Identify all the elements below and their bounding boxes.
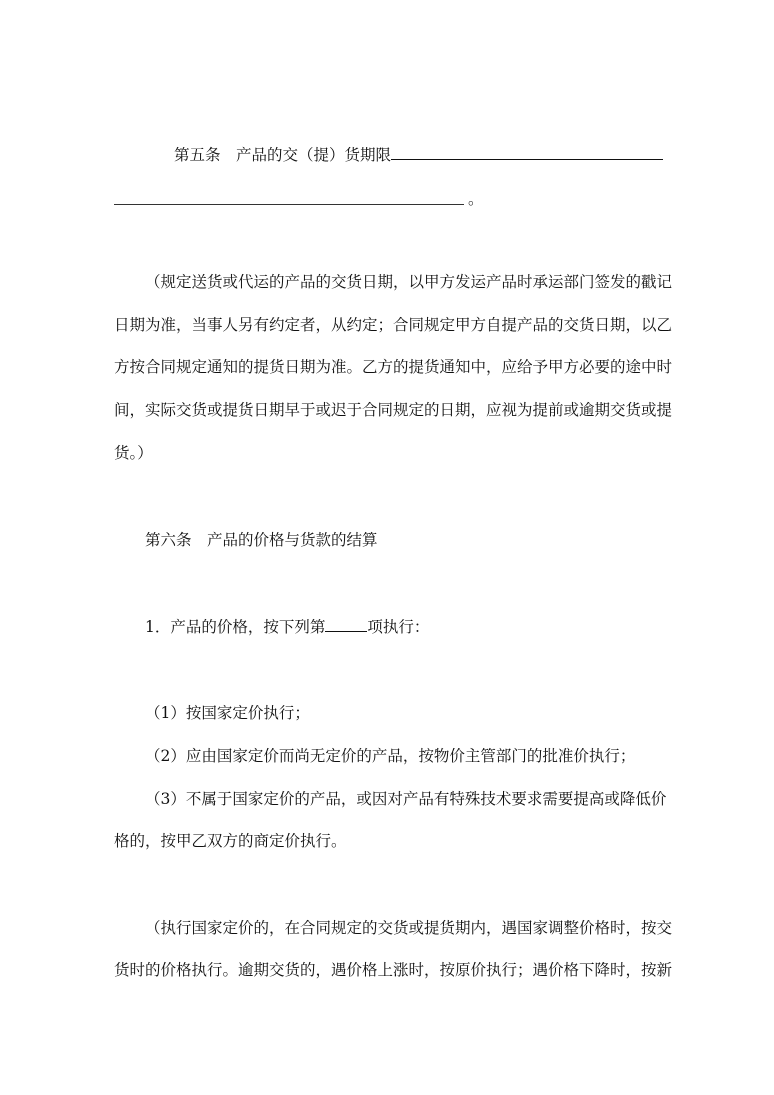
note-6-line-1: （执行国家定价的，在合同规定的交货或提货期内，遇国家调整价格时，按交: [145, 919, 673, 937]
price-item-3-line-2: 格的，按甲乙双方的商定价执行。: [114, 832, 347, 850]
note-5-line-2: 日期为准，当事人另有约定者，从约定；合同规定甲方自提产品的交货日期，以乙: [114, 316, 673, 334]
price-option-blank: [325, 617, 367, 632]
note-5-line-4: 间，实际交货或提货日期早于或迟于合同规定的日期，应视为提前或逾期交货或提: [114, 401, 673, 419]
price-item-3-line-1: （3）不属于国家定价的产品，或因对产品有特殊技术要求需要提高或降低价: [145, 790, 667, 808]
note-5-line-3: 方按合同规定通知的提货日期为准。乙方的提货通知中，应给予甲方必要的途中时: [114, 358, 673, 376]
clause-1-prefix: 1．产品的价格，按下列第: [145, 618, 326, 636]
clause-1: [145, 617, 429, 637]
delivery-term-blank-continued: [114, 204, 464, 205]
article-5-heading: [174, 145, 663, 165]
price-item-2: （2）应由国家定价而尚无定价的产品，按物价主管部门的批准价执行；: [145, 747, 636, 765]
delivery-term-blank: [391, 145, 663, 160]
note-5-line-1: （规定送货或代运的产品的交货日期，以甲方发运产品时承运部门签发的戳记: [145, 273, 673, 291]
note-6-line-2: 货时的价格执行。逾期交货的，遇价格上涨时，按原价执行；遇价格下降时，按新: [114, 961, 673, 979]
article-5-end-mark: 。: [468, 190, 484, 208]
article-6-heading: 第六条 产品的价格与货款的结算: [145, 531, 378, 549]
article-5-heading-text: 第五条 产品的交（提）货期限: [174, 146, 392, 164]
clause-1-suffix: 项执行：: [367, 618, 430, 636]
price-item-1: （1）按国家定价执行；: [145, 704, 310, 722]
note-5-line-5: 货。）: [114, 444, 153, 462]
